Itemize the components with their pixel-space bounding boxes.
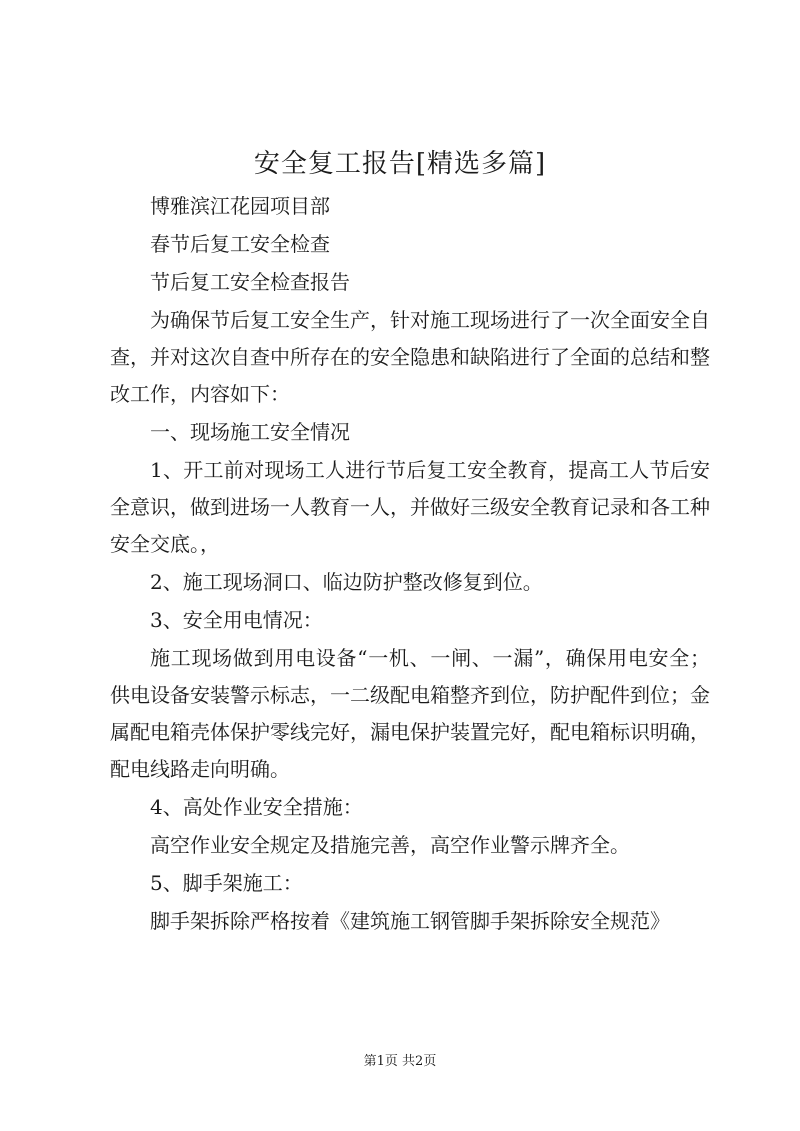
paragraph: 春节后复工安全检查 xyxy=(150,232,330,256)
paragraph: 节后复工安全检查报告 xyxy=(150,270,350,294)
page-number-footer: 第1页 共2页 xyxy=(363,1054,437,1069)
paragraph: 1、开工前对现场工人进行节后复工安全教育，提高工人节后安全意识，做到进场一人教育一人，并做好三级安全教育记录和各工种安全交底。， xyxy=(110,458,710,556)
paragraph: 2、施工现场洞口、临边防护整改修复到位。 xyxy=(150,570,543,594)
document-title: 安全复工报告[精选多篇] xyxy=(253,149,547,179)
paragraph: 3、安全用电情况： xyxy=(150,608,323,632)
paragraph: 施工现场做到用电设备“一机、一闸、一漏”，确保用电安全；供电设备安装警示标志，一二级配电箱整齐到位，防护配件到位；金属配电箱壳体保护零线完好，漏电保护装置完好，配电箱标识明确，配电线路走向明确。 xyxy=(110,646,710,781)
paragraph: 5、脚手架施工： xyxy=(150,871,303,895)
paragraph: 博雅滨江花园项目部 xyxy=(150,194,330,218)
document-body xyxy=(110,188,710,941)
paragraph: 脚手架拆除严格按着《建筑施工钢管脚手架拆除安全规范》 xyxy=(150,909,670,933)
section-heading: 一、现场施工安全情况 xyxy=(150,420,350,444)
paragraph: 高空作业安全规定及措施完善，高空作业警示牌齐全。 xyxy=(150,833,630,857)
paragraph: 4、高处作业安全措施： xyxy=(150,795,363,819)
paragraph: 为确保节后复工安全生产，针对施工现场进行了一次全面安全自查，并对这次自查中所存在的安全隐患和缺陷进行了全面的总结和整改工作，内容如下： xyxy=(110,308,710,406)
